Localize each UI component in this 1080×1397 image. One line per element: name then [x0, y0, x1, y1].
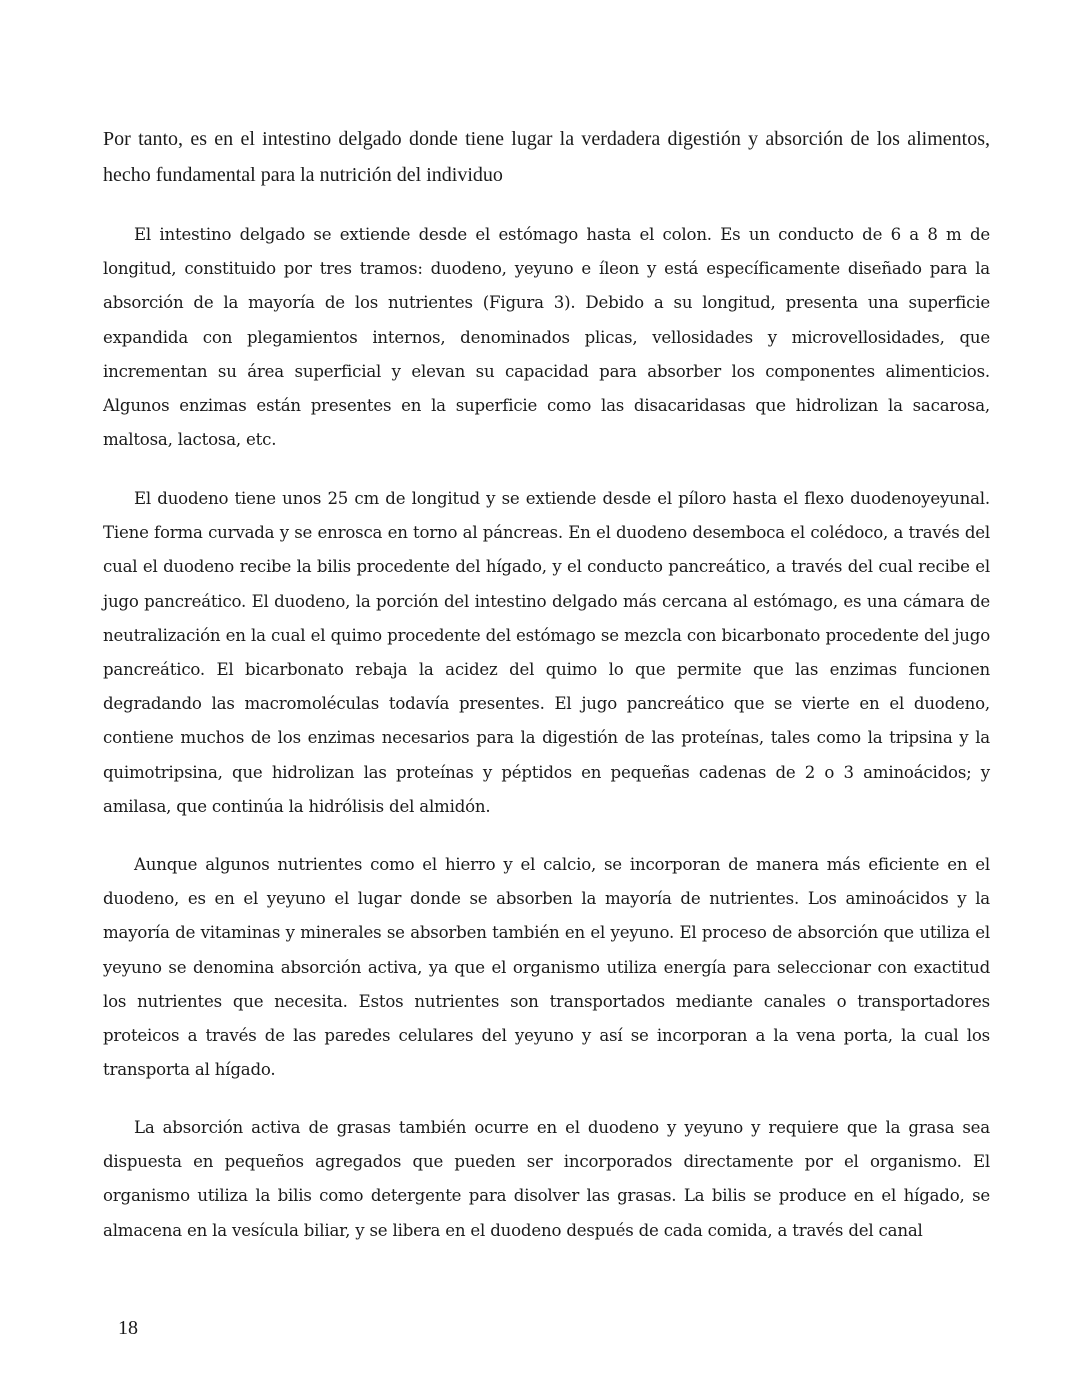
paragraph-duodenum: El duodeno tiene unos 25 cm de longitud y se extiende desde el píloro hasta el flexo duodenoyeyunal. Tiene forma curvada y se enrosca en torno al páncreas. En el duodeno desemboca el colédoco, a través del cual el duodeno recibe la bilis procedente del hígado, y el conducto pancreático, a través del cual recibe el jugo pancreático. El duodeno, la porción del intestino delgado más cercana al estómago, es una cámara de neutralización en la cual el quimo procedente del estómago se mezcla con bicarbonato procedente del jugo pancreático. El bicarbonato rebaja la acidez del quimo lo que permite que las enzimas funcionen degradando las macromoléculas todavía presentes. El jugo pancreático que se vierte en el duodeno, contiene muchos de los enzimas necesarios para la digestión de las proteínas, tales como la tripsina y la quimotripsina, que hidrolizan las proteínas y péptidos en pequeñas cadenas de 2 o 3 aminoácidos; y amilasa, que continúa la hidrólisis del almidón.	[103, 489, 990, 816]
paragraph-small-intestine: El intestino delgado se extiende desde el estómago hasta el colon. Es un conducto de 6 a 8 m de longitud, constituido por tres tramos: duodeno, yeyuno e íleon y está específicamente diseñado para la absorción de la mayoría de los nutrientes (Figura 3). Debido a su longitud, presenta una superficie expandida con plegamientos internos, denominados plicas, vellosidades y microvellosidades, que incrementan su área superficial y elevan su capacidad para absorber los componentes alimenticios. Algunos enzimas están presentes en la superficie como las disacaridasas que hidrolizan la sacarosa, maltosa, lactosa, etc.	[103, 225, 990, 450]
page-number: 18	[118, 1317, 138, 1339]
paragraph-fat-absorption: La absorción activa de grasas también ocurre en el duodeno y yeyuno y requiere que la grasa sea dispuesta en pequeños agregados que pueden ser incorporados directamente por el organismo. El organismo utiliza la bilis como detergente para disolver las grasas. La bilis se produce en el hígado, se almacena en la vesícula biliar, y se libera en el duodeno después de cada comida, a través del canal	[103, 1118, 990, 1240]
intro-paragraph: Por tanto, es en el intestino delgado donde tiene lugar la verdadera digestión y absorción de los alimentos, hecho fundamental para la nutrición del individuo	[103, 128, 990, 186]
paragraph-jejunum-absorption: Aunque algunos nutrientes como el hierro y el calcio, se incorporan de manera más eficiente en el duodeno, es en el yeyuno el lugar donde se absorben la mayoría de nutrientes. Los aminoácidos y la mayoría de vitaminas y minerales se absorben también en el yeyuno. El proceso de absorción que utiliza el yeyuno se denomina absorción activa, ya que el organismo utiliza energía para seleccionar con exactitud los nutrientes que necesita. Estos nutrientes son transportados mediante canales o transportadores proteicos a través de las paredes celulares del yeyuno y así se incorporan a la vena porta, la cual los transporta al hígado.	[103, 855, 990, 1080]
